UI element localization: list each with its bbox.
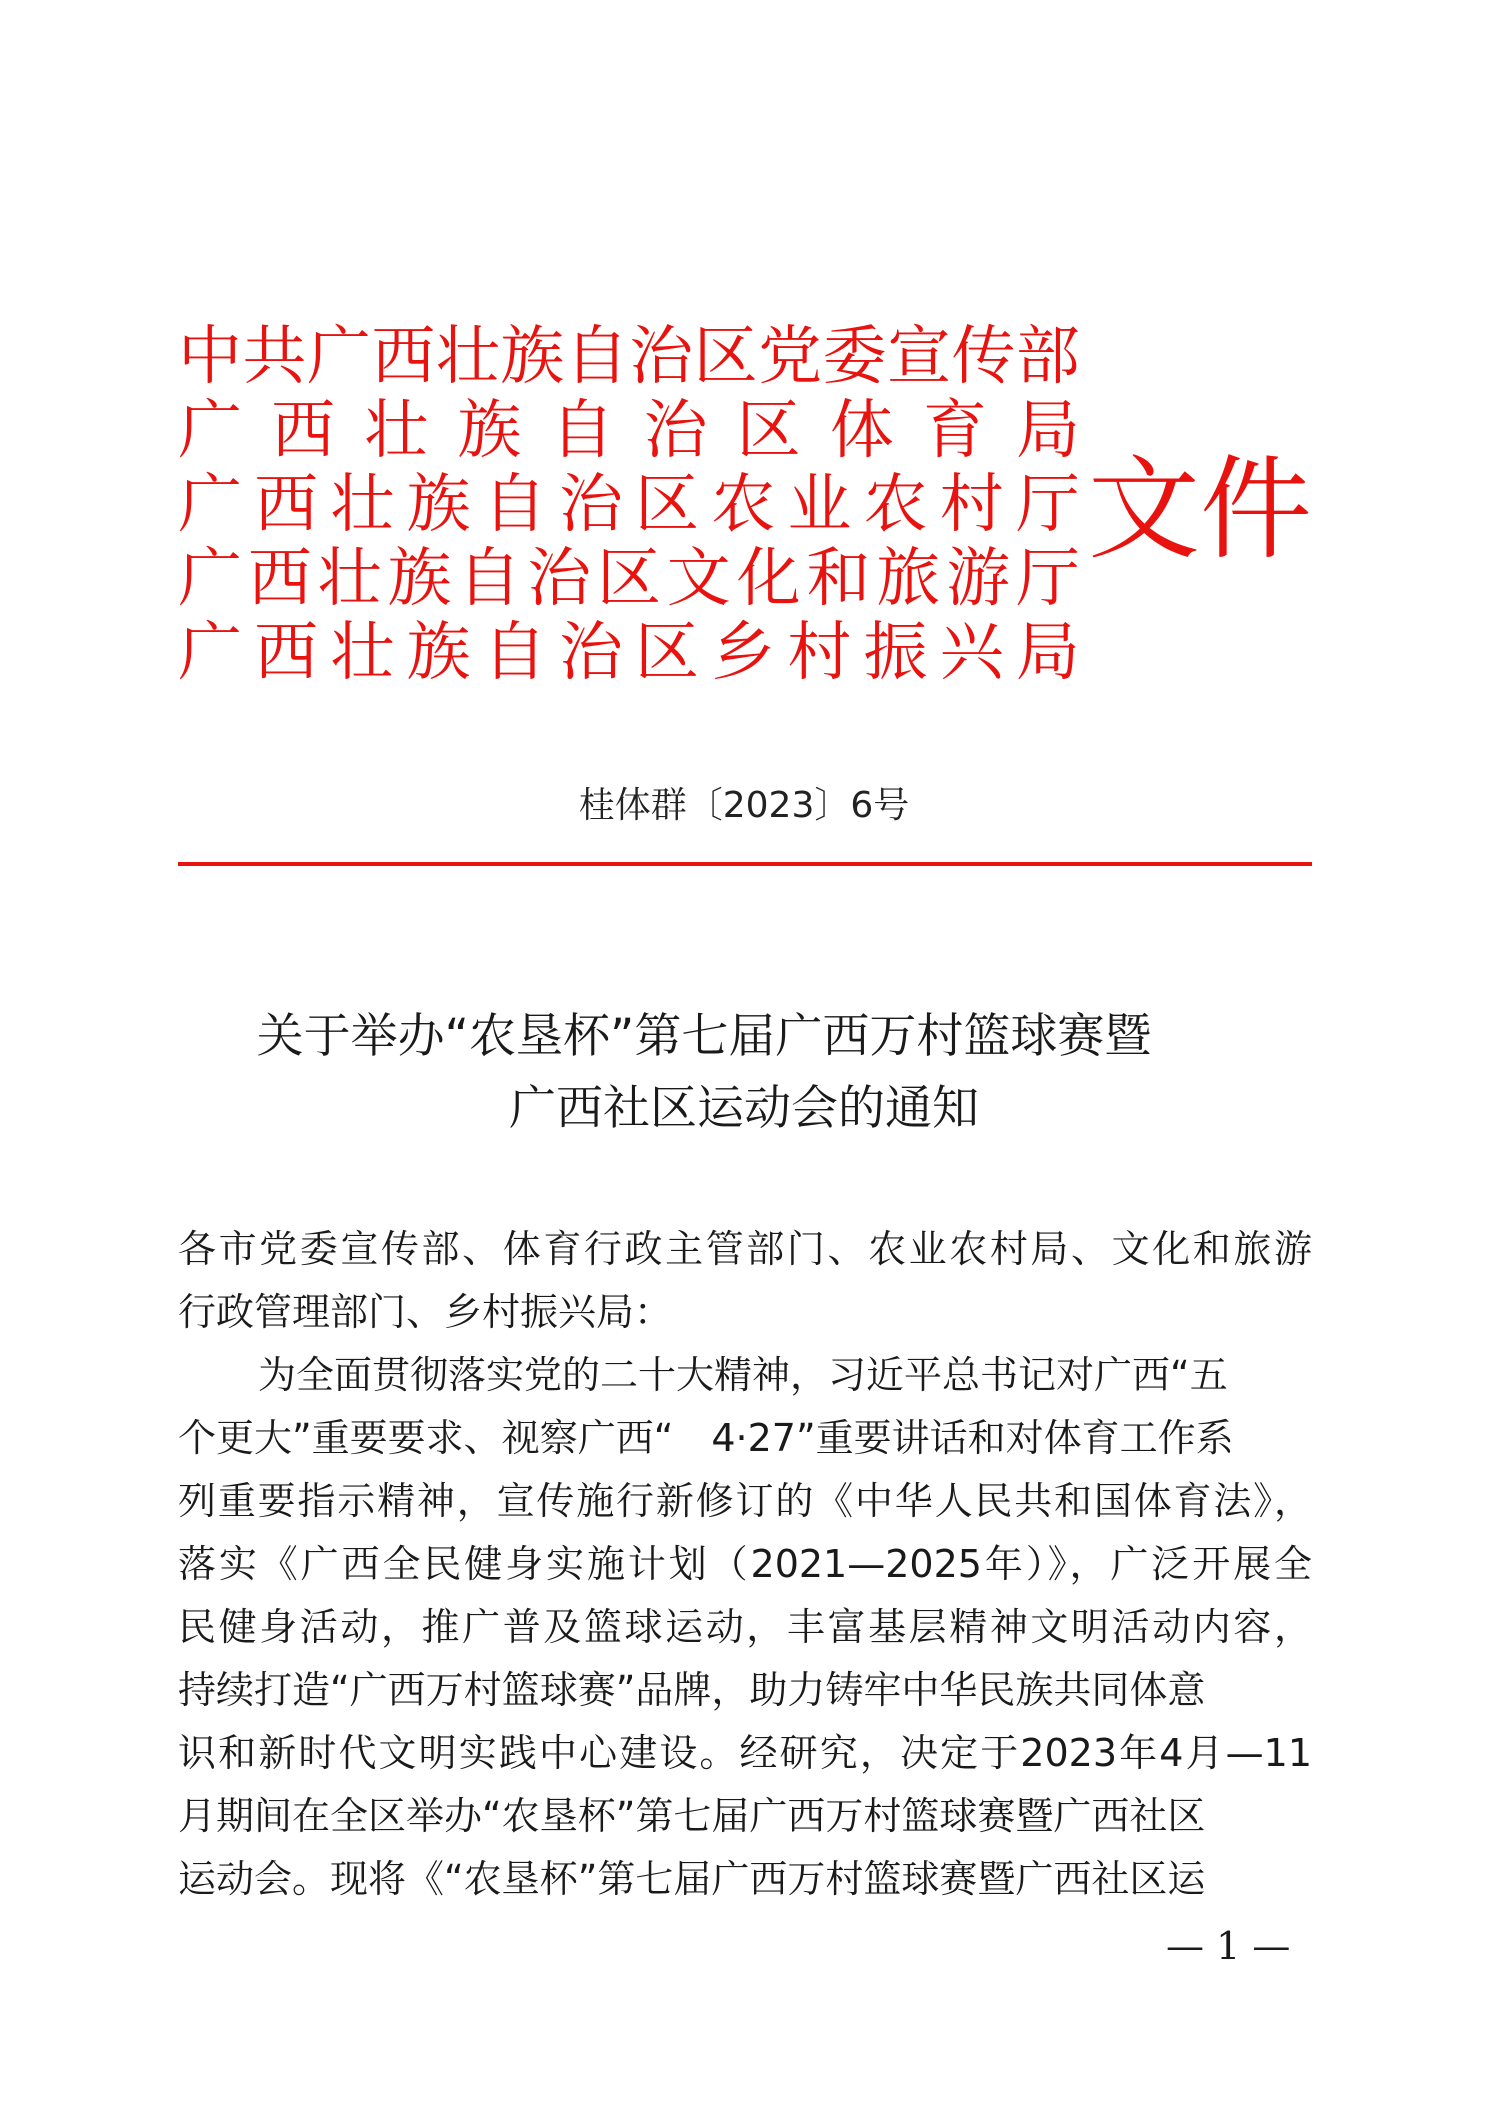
document-body: [178, 1218, 1312, 1911]
paragraph-line: 为全面贯彻落实党的二十大精神，习近平总书记对广西“五: [258, 1353, 1228, 1397]
issuer-line: 中 共 广 西 壮 族 自 治 区 党 委 宣 传 部: [178, 320, 1080, 394]
addressee-line: 各市党委宣传部、体育行政主管部门、农业农村局、文化和旅游: [178, 1227, 1312, 1271]
paragraph-line: 列重要指示精神，宣传施行新修订的《中华人民共和国体育法》，: [178, 1479, 1312, 1523]
issuing-authorities: [178, 320, 1080, 690]
document-number: 桂体群〔2023〕6号: [578, 785, 910, 826]
paragraph-line: 月期间在全区举办“农垦杯”第七届广西万村篮球赛暨广西社区: [178, 1794, 1206, 1838]
page-number: — 1 —: [1166, 1924, 1291, 1968]
title-line: 关于举办“农垦杯”第七届广西万村篮球赛暨: [256, 1009, 1152, 1064]
red-divider-line: [178, 862, 1312, 866]
issuer-line: 广 西 壮 族 自 治 区 文 化 和 旅 游 厅: [178, 542, 1080, 616]
paragraph-line: 落实《广西全民健身实施计划（2021—2025年）》，广泛开展全: [178, 1542, 1312, 1586]
issuer-line: 广 西 壮 族 自 治 区 农 业 农 村 厅: [178, 468, 1080, 542]
addressee-line: 行政管理部门、乡村振兴局：: [178, 1290, 673, 1334]
paragraph-line: 个更大”重要要求、视察广西“ 4·27”重要讲话和对体育工作系: [178, 1416, 1234, 1460]
document-title: [0, 1001, 1488, 1145]
paragraph-line: 持续打造“广西万村篮球赛”品牌，助力铸牢中华民族共同体意: [178, 1668, 1206, 1712]
paragraph-line: 运动会。现将《“农垦杯”第七届广西万村篮球赛暨广西社区运: [178, 1857, 1206, 1901]
document-header-word: 文件: [1088, 445, 1312, 575]
paragraph-line: 识和新时代文明实践中心建设。经研究，决定于2023年4月—11: [178, 1731, 1312, 1775]
issuer-line: 广 西 壮 族 自 治 区 乡 村 振 兴 局: [178, 616, 1080, 690]
title-line: 广西社区运动会的通知: [509, 1081, 979, 1136]
paragraph-line: 民健身活动，推广普及篮球运动，丰富基层精神文明活动内容，: [178, 1605, 1312, 1649]
issuer-line: 广 西 壮 族 自 治 区 体 育 局: [178, 394, 1080, 468]
